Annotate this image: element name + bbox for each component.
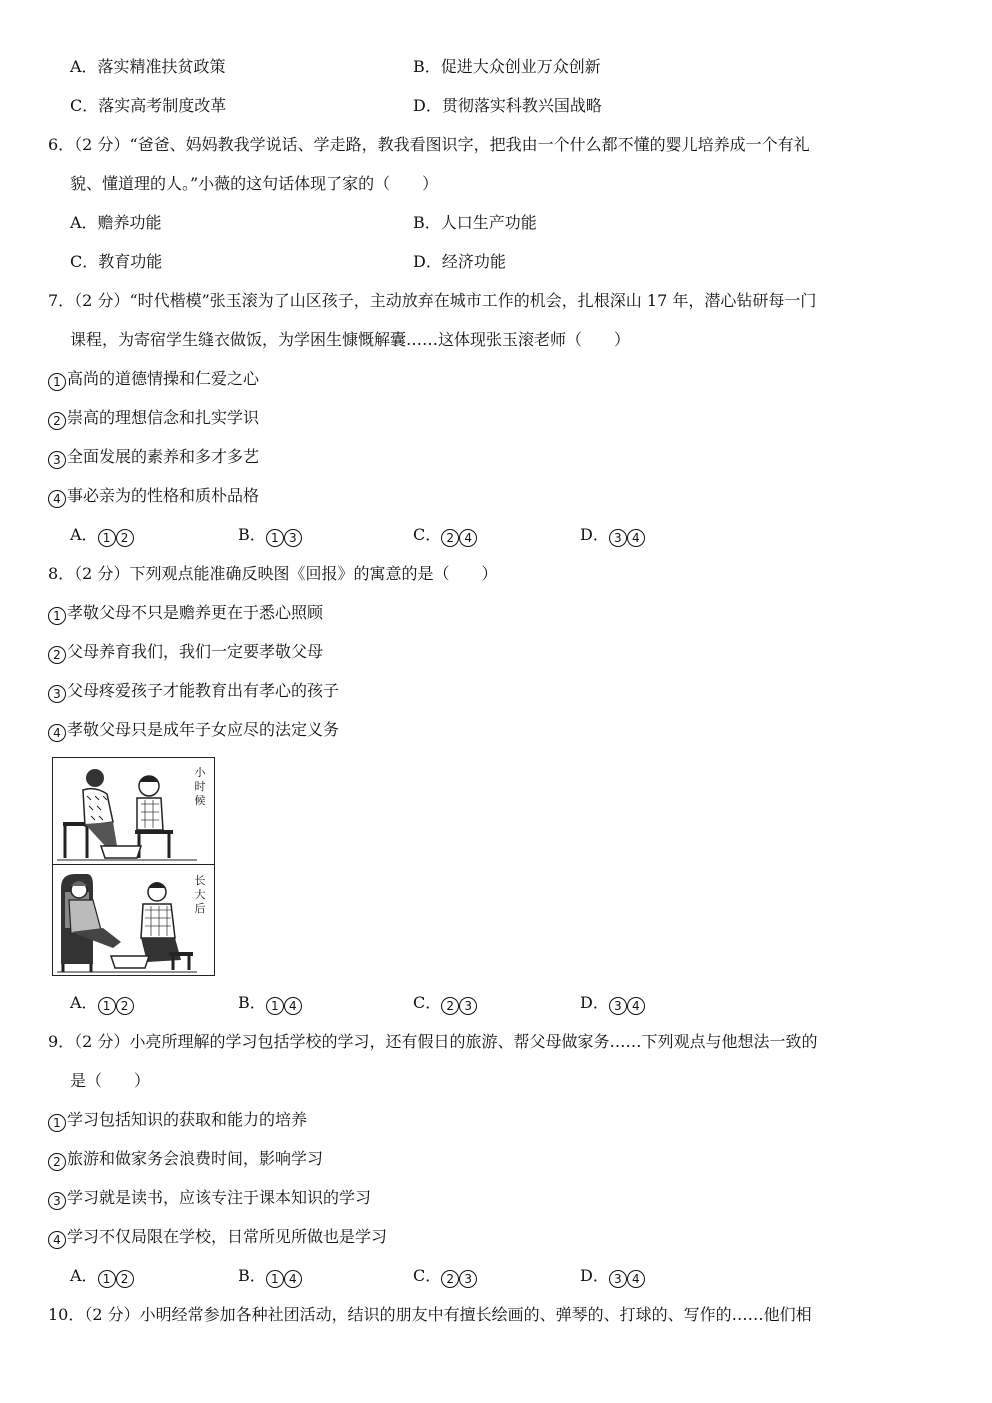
circled-number-2: 2 <box>441 1270 459 1288</box>
q7-stem-line1: 7．（2 分）“时代楷模”张玉滚为了山区孩子，主动放弃在城市工作的机会，扎根深山 17 年，潜心钻研每一门 <box>48 291 817 310</box>
circled-number-3: 3 <box>459 997 477 1015</box>
q7-item-3: 3 全面发展的素养和多才多艺 <box>48 447 259 469</box>
circled-number-2: 2 <box>441 529 459 547</box>
q7-answer-b: B． 1 3 <box>238 525 302 547</box>
q9-stem-line1: 9．（2 分）小亮所理解的学习包括学校的学习，还有假日的旅游、帮父母做家务……下列观点与他想法一致的 <box>48 1032 818 1051</box>
circled-number-4: 4 <box>284 1270 302 1288</box>
circled-number-2: 2 <box>48 646 66 664</box>
circled-number-4: 4 <box>627 997 645 1015</box>
q6-option-c: C．教育功能 <box>70 252 163 271</box>
circled-number-1: 1 <box>48 373 66 391</box>
circled-number-3: 3 <box>609 997 627 1015</box>
circled-number-1: 1 <box>266 1270 284 1288</box>
circled-number-4: 4 <box>627 1270 645 1288</box>
circled-number-4: 4 <box>284 997 302 1015</box>
circled-number-3: 3 <box>48 451 66 469</box>
q7-item-1: 1 高尚的道德情操和仁爱之心 <box>48 369 259 391</box>
circled-number-3: 3 <box>284 529 302 547</box>
circled-number-3: 3 <box>48 1192 66 1210</box>
q5-option-d: D．贯彻落实科教兴国战略 <box>413 96 602 115</box>
q6-option-a: A．赡养功能 <box>70 213 162 232</box>
q8-stem-line1: 8．（2 分）下列观点能准确反映图《回报》的寓意的是（ ） <box>48 564 498 583</box>
q6-stem-line1: 6．（2 分）“爸爸、妈妈教我学说话、学走路，教我看图识字，把我由一个什么都不懂的婴儿培养成一个有礼 <box>48 135 810 154</box>
q9-answer-a: A． 1 2 <box>70 1266 134 1288</box>
circled-number-3: 3 <box>609 529 627 547</box>
circled-number-3: 3 <box>609 1270 627 1288</box>
circled-number-1: 1 <box>98 529 116 547</box>
q8-answer-d: D． 3 4 <box>580 993 645 1015</box>
q5-option-b: B．促进大众创业万众创新 <box>413 57 601 76</box>
q9-answer-d: D． 3 4 <box>580 1266 645 1288</box>
q8-item-4: 4 孝敬父母只是成年子女应尽的法定义务 <box>48 720 339 742</box>
q6-stem-line2: 貌、懂道理的人。”小薇的这句话体现了家的（ ） <box>70 174 439 193</box>
q9-answer-b: B． 1 4 <box>238 1266 302 1288</box>
circled-number-2: 2 <box>48 412 66 430</box>
q6-option-d: D．经济功能 <box>413 252 506 271</box>
childhood-scene-illustration <box>57 760 197 864</box>
circled-number-3: 3 <box>48 685 66 703</box>
circled-number-4: 4 <box>48 490 66 508</box>
adulthood-scene-illustration <box>57 868 197 974</box>
circled-number-1: 1 <box>48 1114 66 1132</box>
circled-number-3: 3 <box>459 1270 477 1288</box>
q9-item-1: 1 学习包括知识的获取和能力的培养 <box>48 1110 307 1132</box>
q9-item-3: 3 学习就是读书，应该专注于课本知识的学习 <box>48 1188 371 1210</box>
q8-item-1: 1 孝敬父母不只是赡养更在于悉心照顾 <box>48 603 323 625</box>
circled-number-1: 1 <box>266 997 284 1015</box>
q9-answer-c: C． 2 3 <box>413 1266 477 1288</box>
circled-number-2: 2 <box>116 1270 134 1288</box>
circled-number-4: 4 <box>459 529 477 547</box>
circled-number-1: 1 <box>266 529 284 547</box>
q5-option-c: C．落实高考制度改革 <box>70 96 227 115</box>
q7-answer-d: D． 3 4 <box>580 525 645 547</box>
q5-option-a: A．落实精准扶贫政策 <box>70 57 226 76</box>
figure-caption-adulthood: 长大后 <box>194 874 206 915</box>
figure-divider <box>53 864 214 865</box>
circled-number-2: 2 <box>48 1153 66 1171</box>
q9-stem-line2: 是（ ） <box>70 1071 151 1090</box>
circled-number-1: 1 <box>98 1270 116 1288</box>
q6-option-b: B．人口生产功能 <box>413 213 537 232</box>
q8-illustration <box>52 757 215 976</box>
q8-item-3: 3 父母疼爱孩子才能教育出有孝心的孩子 <box>48 681 339 703</box>
circled-number-1: 1 <box>48 607 66 625</box>
circled-number-4: 4 <box>48 724 66 742</box>
circled-number-2: 2 <box>441 997 459 1015</box>
q7-stem-line2: 课程，为寄宿学生缝衣做饭，为学困生慷慨解囊……这体现张玉滚老师（ ） <box>70 330 631 349</box>
q9-item-4: 4 学习不仅局限在学校，日常所见所做也是学习 <box>48 1227 387 1249</box>
q10-stem-line1: 10．（2 分）小明经常参加各种社团活动，结识的朋友中有擅长绘画的、弹琴的、打球的、写作的……他们相 <box>48 1305 812 1324</box>
circled-number-2: 2 <box>116 997 134 1015</box>
q8-answer-c: C． 2 3 <box>413 993 477 1015</box>
q8-item-2: 2 父母养育我们，我们一定要孝敬父母 <box>48 642 323 664</box>
circled-number-1: 1 <box>98 997 116 1015</box>
circled-number-4: 4 <box>627 529 645 547</box>
circled-number-4: 4 <box>48 1231 66 1249</box>
q8-answer-b: B． 1 4 <box>238 993 302 1015</box>
q7-answer-a: A． 1 2 <box>70 525 134 547</box>
circled-number-2: 2 <box>116 529 134 547</box>
q7-item-2: 2 崇高的理想信念和扎实学识 <box>48 408 259 430</box>
figure-caption-childhood: 小时候 <box>194 766 206 807</box>
q8-answer-a: A． 1 2 <box>70 993 134 1015</box>
q7-item-4: 4 事必亲为的性格和质朴品格 <box>48 486 259 508</box>
q9-item-2: 2 旅游和做家务会浪费时间，影响学习 <box>48 1149 323 1171</box>
q7-answer-c: C． 2 4 <box>413 525 477 547</box>
